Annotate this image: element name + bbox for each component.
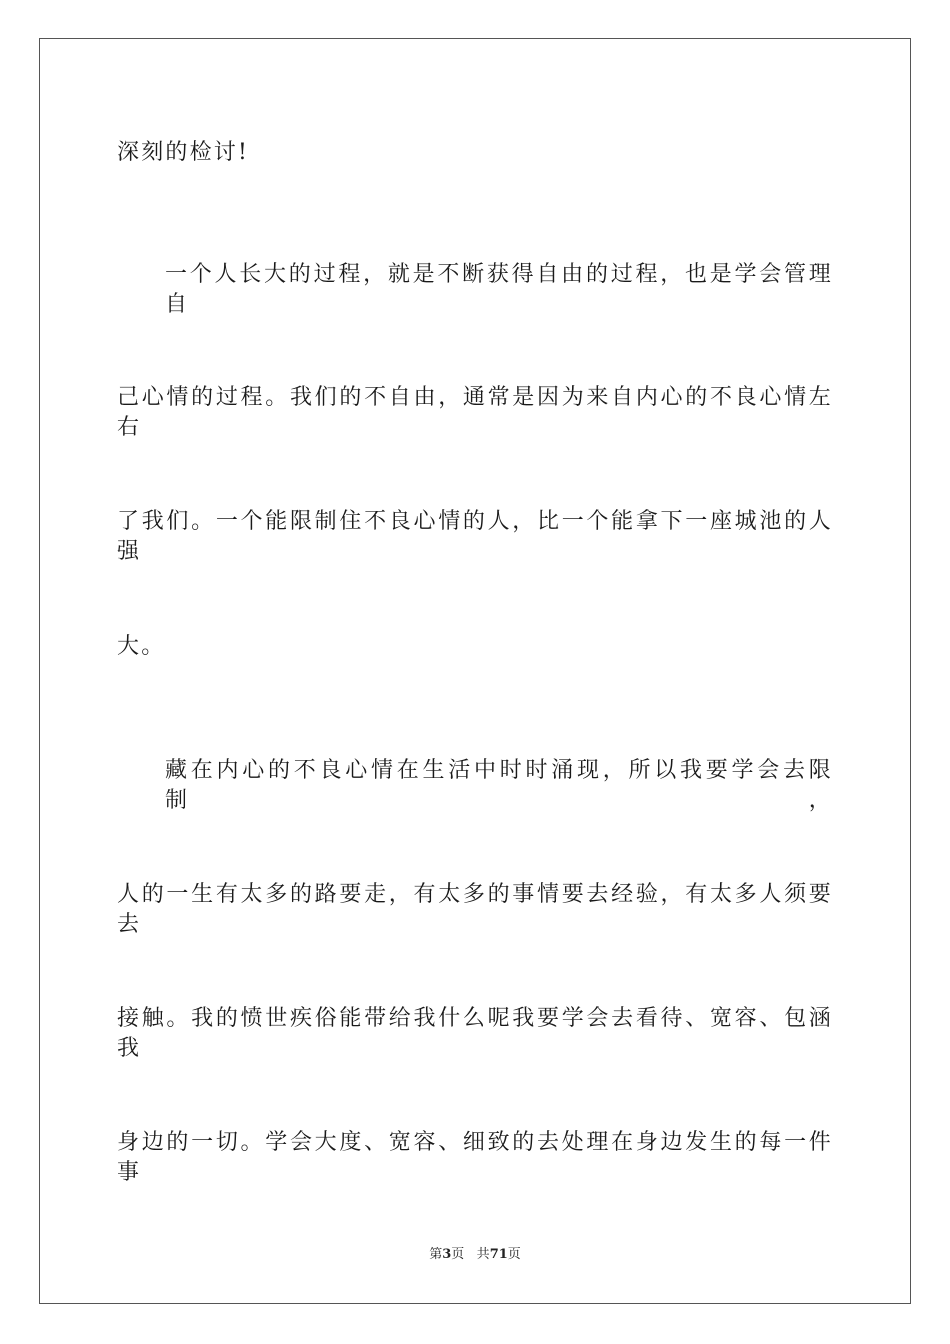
paragraph-1-line-4: 大。 (117, 634, 166, 659)
paragraph-2-line-3: 接触。我的愤世疾俗能带给我什么呢我要学会去看待、宽容、包涵我 (117, 1006, 833, 1061)
footer-total-suffix: 页 (507, 1247, 521, 1262)
footer-total-prefix: 共 (476, 1247, 490, 1262)
footer-current-page: 3 (442, 1247, 452, 1262)
footer-total-pages: 71 (489, 1247, 508, 1262)
paragraph-1-line-1: 一个人长大的过程，就是不断获得自由的过程，也是学会管理自 (165, 262, 833, 317)
paragraph-2-line-1: 藏在内心的不良心情在生活中时时涌现，所以我要学会去限制， (165, 758, 833, 813)
paragraph-2-line-4: 身边的一切。学会大度、宽容、细致的去处理在身边发生的每一件事 (117, 1130, 833, 1185)
footer-page-suffix: 页 (451, 1247, 465, 1262)
paragraph-1-line-3: 了我们。一个能限制住不良心情的人，比一个能拿下一座城池的人强 (117, 509, 833, 564)
text-line-1: 深刻的检讨! (117, 140, 250, 165)
paragraph-2-line-2: 人的一生有太多的路要走，有太多的事情要去经验，有太多人须要去 (117, 882, 833, 937)
page-footer (0, 1246, 950, 1264)
footer-page-prefix: 第 (429, 1247, 443, 1262)
page-frame (39, 38, 911, 1304)
paragraph-1-line-2: 己心情的过程。我们的不自由，通常是因为来自内心的不良心情左右 (117, 385, 833, 440)
